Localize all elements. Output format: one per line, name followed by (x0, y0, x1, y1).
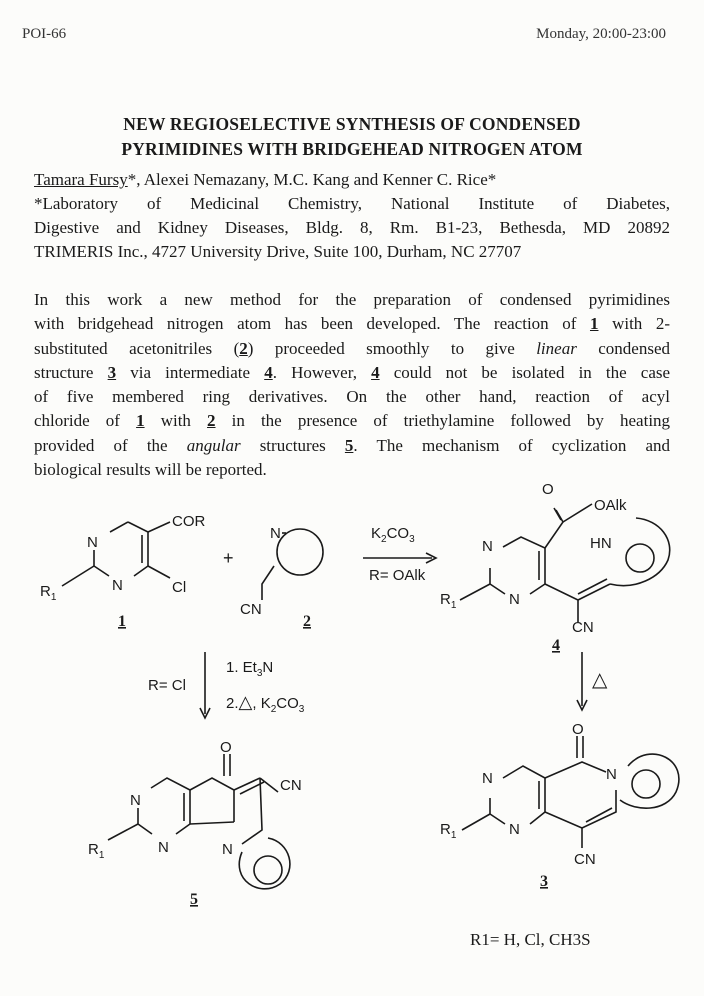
abstract-text (34, 288, 670, 482)
compound-3-structure (462, 736, 679, 848)
compound-5-number: 5 (190, 891, 198, 908)
reaction-arrow-3 (577, 652, 587, 710)
cpd3-n-label: N (509, 821, 520, 838)
arrow2-step1: 1. $Et_3N$ (226, 659, 274, 679)
cpd4-hn-label: HN (590, 535, 612, 552)
compound-ref: 3 (107, 362, 117, 382)
session-time: Monday, 20:00-23:00 (536, 26, 666, 42)
cpd4-n-label: N (482, 538, 493, 555)
cpd1-n-label: N (112, 577, 123, 594)
cpd4-cn-label: CN (572, 619, 594, 636)
cpd4-n-label: N (509, 591, 520, 608)
abstract-line: of five membered ring derivatives. On the other hand, reaction of acyl (34, 387, 670, 407)
author-line (34, 168, 670, 192)
cpd3-o-label: O (572, 721, 584, 738)
affiliation-line-3: TRIMERIS Inc., 4727 University Drive, Suite 100, Durham, NC 27707 (34, 242, 522, 261)
reaction-arrow-2 (200, 652, 210, 718)
cpd1-r1-label: $R_1$ (40, 583, 57, 603)
compound-ref: 1 (136, 411, 145, 431)
cpd4-r1-label: $R_1$ (440, 591, 457, 611)
abstract-code: POI-66 (22, 26, 67, 42)
cpd1-n-label: N (87, 534, 98, 551)
reaction-arrow-1 (363, 553, 436, 563)
cpd5-cn-label: CN (280, 777, 302, 794)
compound-ref: 2 (239, 338, 248, 358)
abstract-line: substituted acetonitriles (2) proceeded smoothly to give linear condensed (34, 338, 671, 358)
r1-substituents: R1= H, Cl, CH3S (470, 930, 591, 949)
arrow1-reagent: $K_2CO_3$ (371, 525, 415, 545)
compound-ref: 4 (264, 362, 273, 382)
author-block (34, 168, 670, 264)
emphasis-angular: angular (186, 435, 241, 455)
cpd5-o-label: O (220, 739, 232, 756)
cpd2-n-label: N (270, 525, 281, 542)
emphasis-linear: linear (536, 338, 577, 358)
cpd1-cor-label: COR (172, 513, 206, 530)
cpd5-r1-label: $R_1$ (88, 841, 105, 861)
compound-5-structure (108, 754, 290, 889)
reaction-scheme (0, 470, 704, 920)
arrow2-step2: 2.△, $K_2CO_3$ (226, 692, 305, 715)
abstract-line: chloride of 1 with 2 in the presence of triethylamine followed by heating (34, 411, 671, 431)
coauthors: *, Alexei Nemazany, M.C. Kang and Kenner C. Rice* (127, 170, 497, 189)
compound-1-number: 1 (118, 613, 126, 630)
compound-3-number: 3 (540, 873, 548, 890)
cpd3-n-label: N (606, 766, 617, 783)
cpd1-cl-label: Cl (172, 579, 187, 596)
page-title (0, 112, 704, 162)
arrow2-condition: R= Cl (148, 677, 186, 694)
cpd4-oalk-label: OAlk (594, 497, 627, 514)
compound-ref: 4 (371, 362, 380, 382)
abstract-line: provided of the angular structures 5. The mechanism of cyclization and (34, 435, 671, 455)
abstract-line: biological results will be reported. (34, 460, 267, 480)
arrow1-condition: R= OAlk (369, 567, 426, 584)
cpd3-n-label: N (482, 770, 493, 787)
affiliation-line-2: Digestive and Kidney Diseases, Bldg. 8, Rm. B1-23, Bethesda, MD 20892 (34, 218, 670, 237)
title-line-2: PYRIMIDINES WITH BRIDGEHEAD NITROGEN ATOM (121, 139, 583, 159)
presenter-name: Tamara Fursy (34, 170, 128, 189)
compound-4-structure (460, 504, 670, 622)
affiliation-line-1: *Laboratory of Medicinal Chemistry, National Institute of Diabetes, (34, 194, 670, 213)
cpd5-n-label: N (130, 792, 141, 809)
compound-ref: 5 (344, 435, 354, 455)
cpd5-n-label: N (158, 839, 169, 856)
compound-ref: 1 (589, 314, 599, 334)
cpd5-n-label: N (222, 841, 233, 858)
cpd2-cn-label: CN (240, 601, 262, 618)
cpd3-cn-label: CN (574, 851, 596, 868)
abstract-line: structure 3 via intermediate 4. However, 4 could not be isolated in the case (34, 362, 671, 382)
abstract-line: with bridgehead nitrogen atom has been developed. The reaction of 1 with 2- (34, 314, 671, 334)
cpd4-o-label: O (542, 481, 554, 498)
heat-symbol: △ (592, 669, 608, 691)
compound-2-number: 2 (303, 613, 311, 630)
cpd3-r1-label: $R_1$ (440, 821, 457, 841)
compound-ref: 2 (207, 411, 216, 431)
compound-4-number: 4 (552, 637, 560, 654)
plus-sign: + (223, 548, 234, 568)
abstract-line: In this work a new method for the preparation of condensed pyrimidines (34, 290, 670, 309)
title-line-1: NEW REGIOSELECTIVE SYNTHESIS OF CONDENSED (123, 114, 581, 134)
